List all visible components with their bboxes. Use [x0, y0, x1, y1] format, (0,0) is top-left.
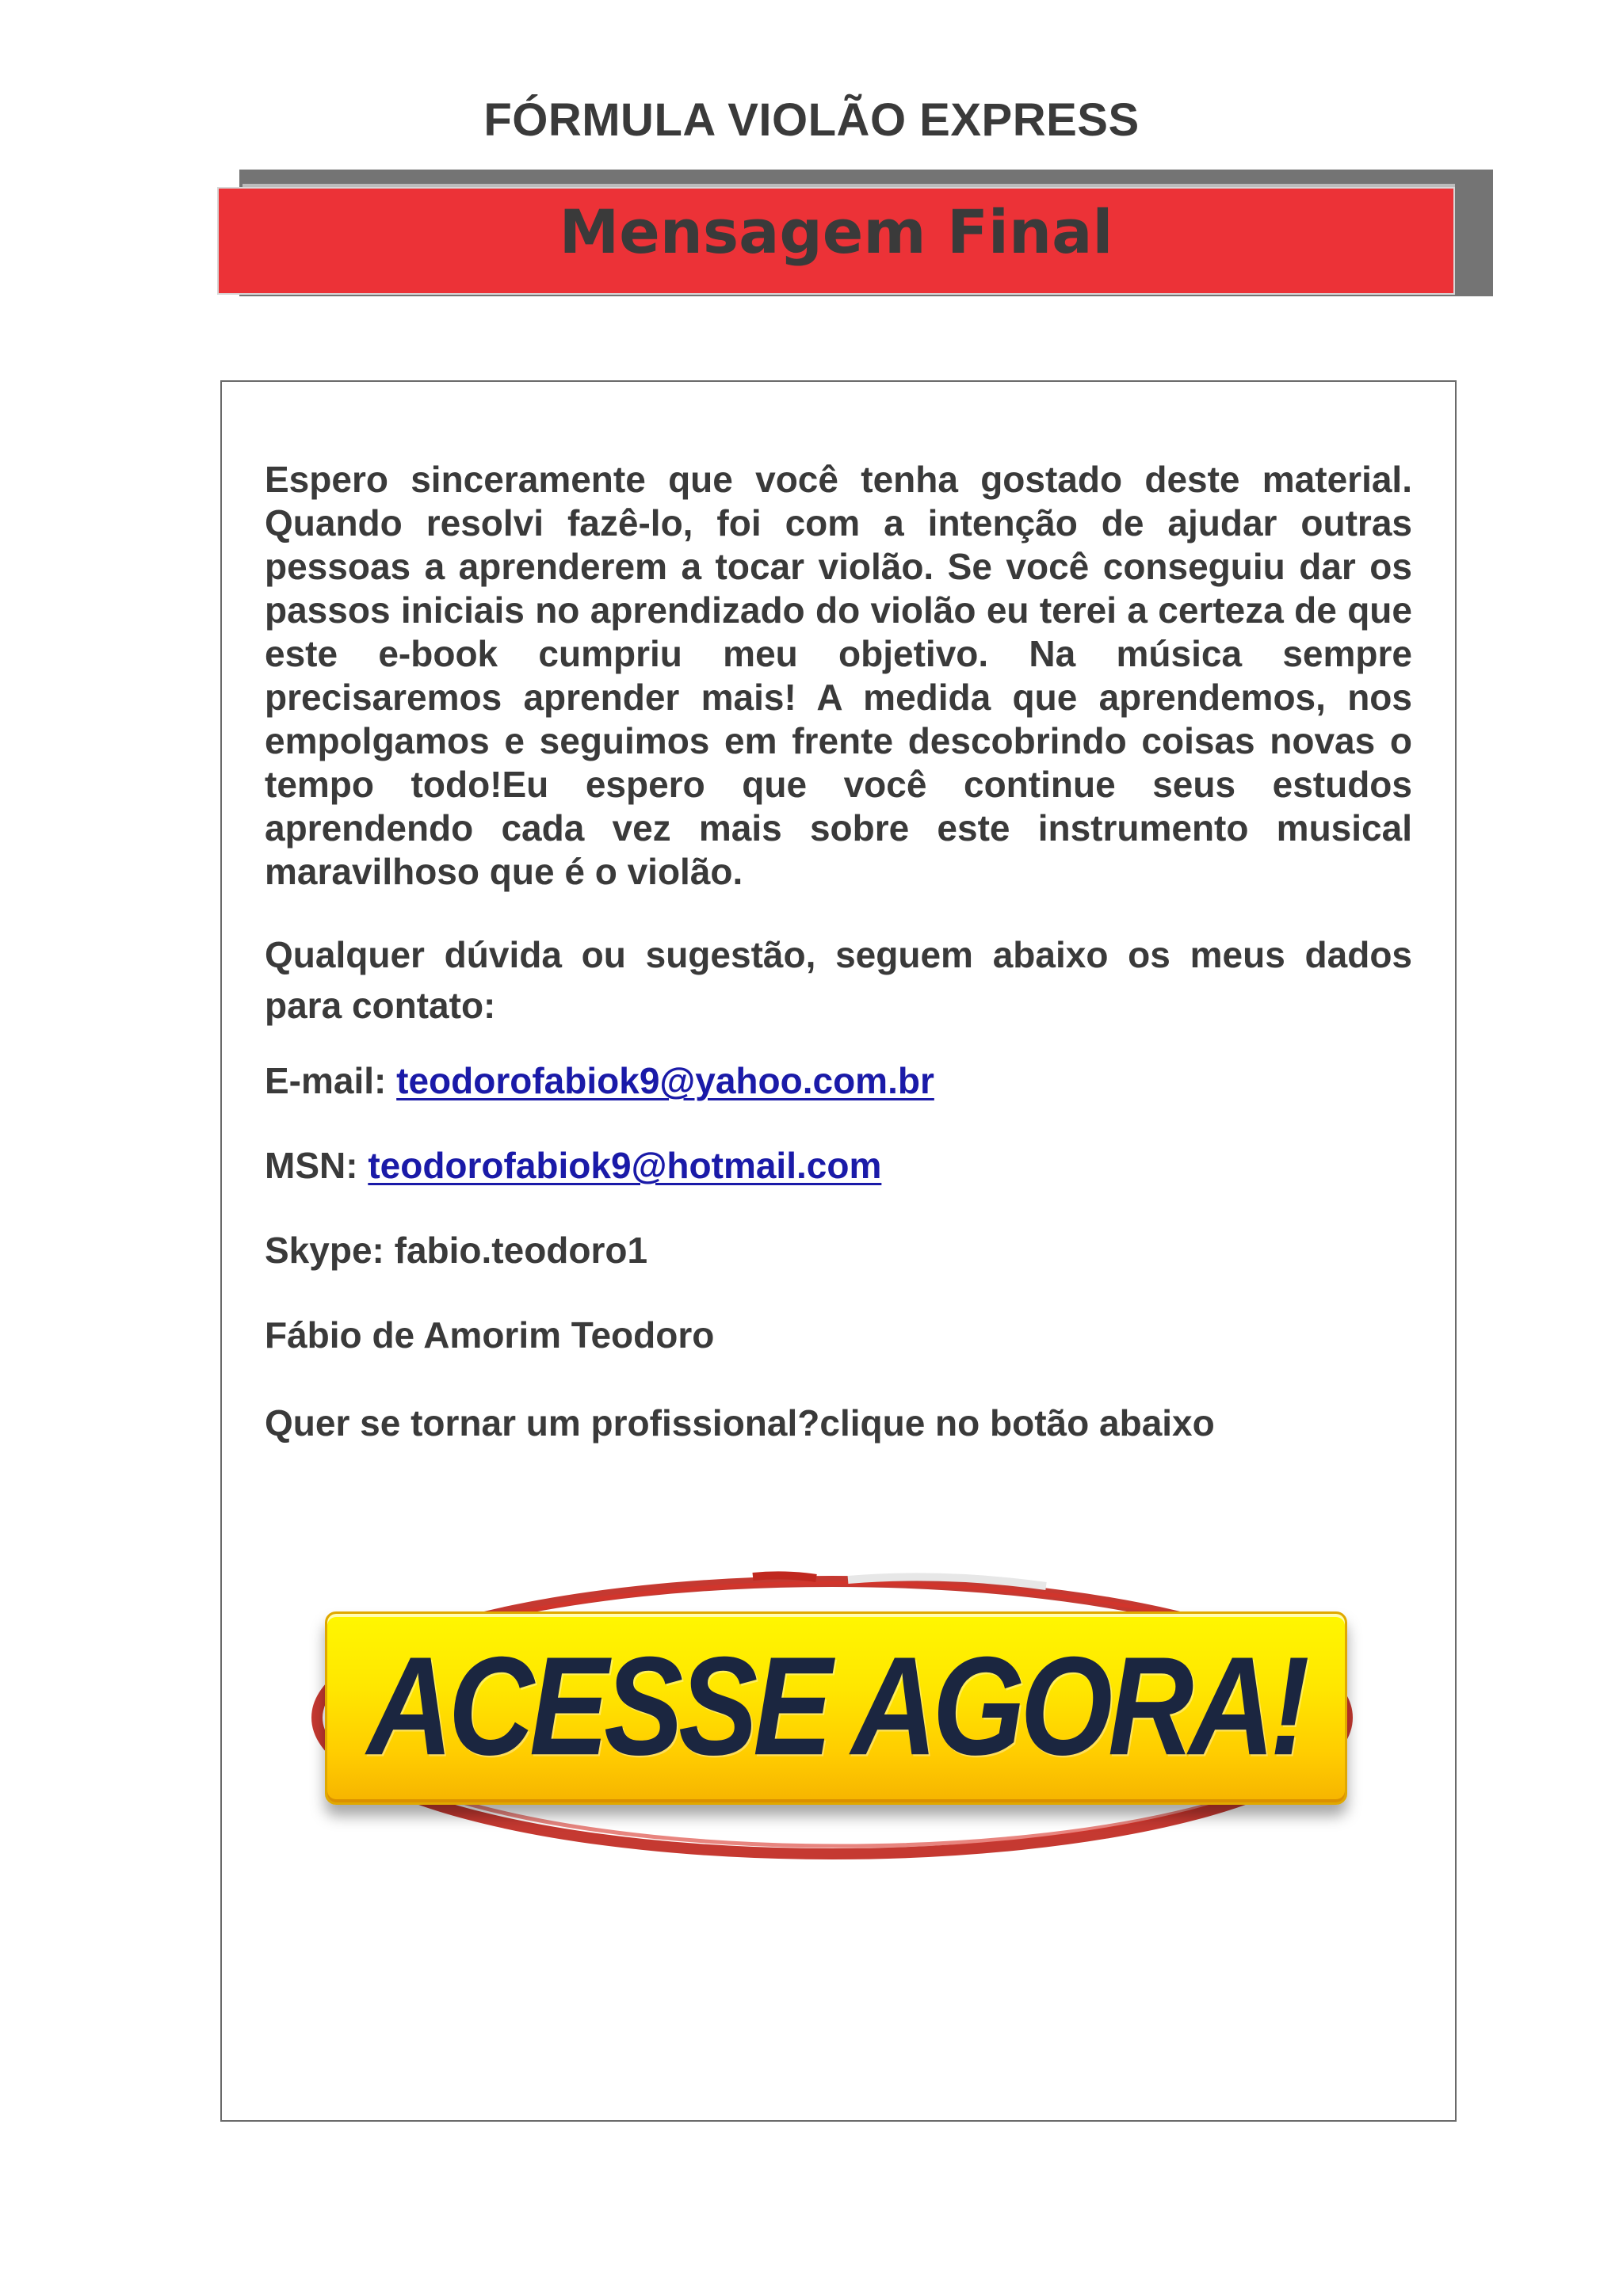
msn-label: MSN: [265, 1145, 369, 1186]
skype-line: Skype: fabio.teodoro1 [265, 1230, 648, 1271]
email-line [265, 1059, 934, 1102]
acesse-agora-label: ACESSE AGORA! [367, 1627, 1305, 1784]
cta-area [293, 1569, 1371, 1870]
email-label: E-mail: [265, 1060, 397, 1101]
cta-prompt: Quer se tornar um profissional?clique no botão abaixo [265, 1402, 1215, 1444]
author-name: Fábio de Amorim Teodoro [265, 1314, 715, 1356]
email-link[interactable]: teodorofabiok9@yahoo.com.br [396, 1060, 934, 1101]
contact-intro-paragraph: Qualquer dúvida ou sugestão, seguem abaixo os meus dados para contato: [265, 934, 1412, 1026]
msn-line [265, 1144, 881, 1187]
acesse-agora-button[interactable] [325, 1611, 1347, 1805]
document-title: FÓRMULA VIOLÃO EXPRESS [483, 94, 1140, 146]
closing-message-paragraph: Espero sinceramente que você tenha gostado deste material. Quando resolvi fazê-lo, foi com a intenção de ajudar outras pessoas a aprenderem a tocar violão. Se você conseguiu dar os passos iniciais no aprendizado do violão eu terei a certeza de que este e-book cumpriu meu objetivo. Na música sempre precisaremos aprender mais! A medida que aprendemos, nos empolgamos e seguimos em frente descobrindo coisas novas o tempo todo!Eu espero que você continue seus estudos aprendendo cada vez mais sobre este instrumento musical maravilhoso que é o violão. [265, 459, 1412, 892]
section-title: Mensagem Final [559, 196, 1113, 267]
section-banner [217, 187, 1455, 295]
msn-link[interactable]: teodorofabiok9@hotmail.com [368, 1145, 882, 1186]
